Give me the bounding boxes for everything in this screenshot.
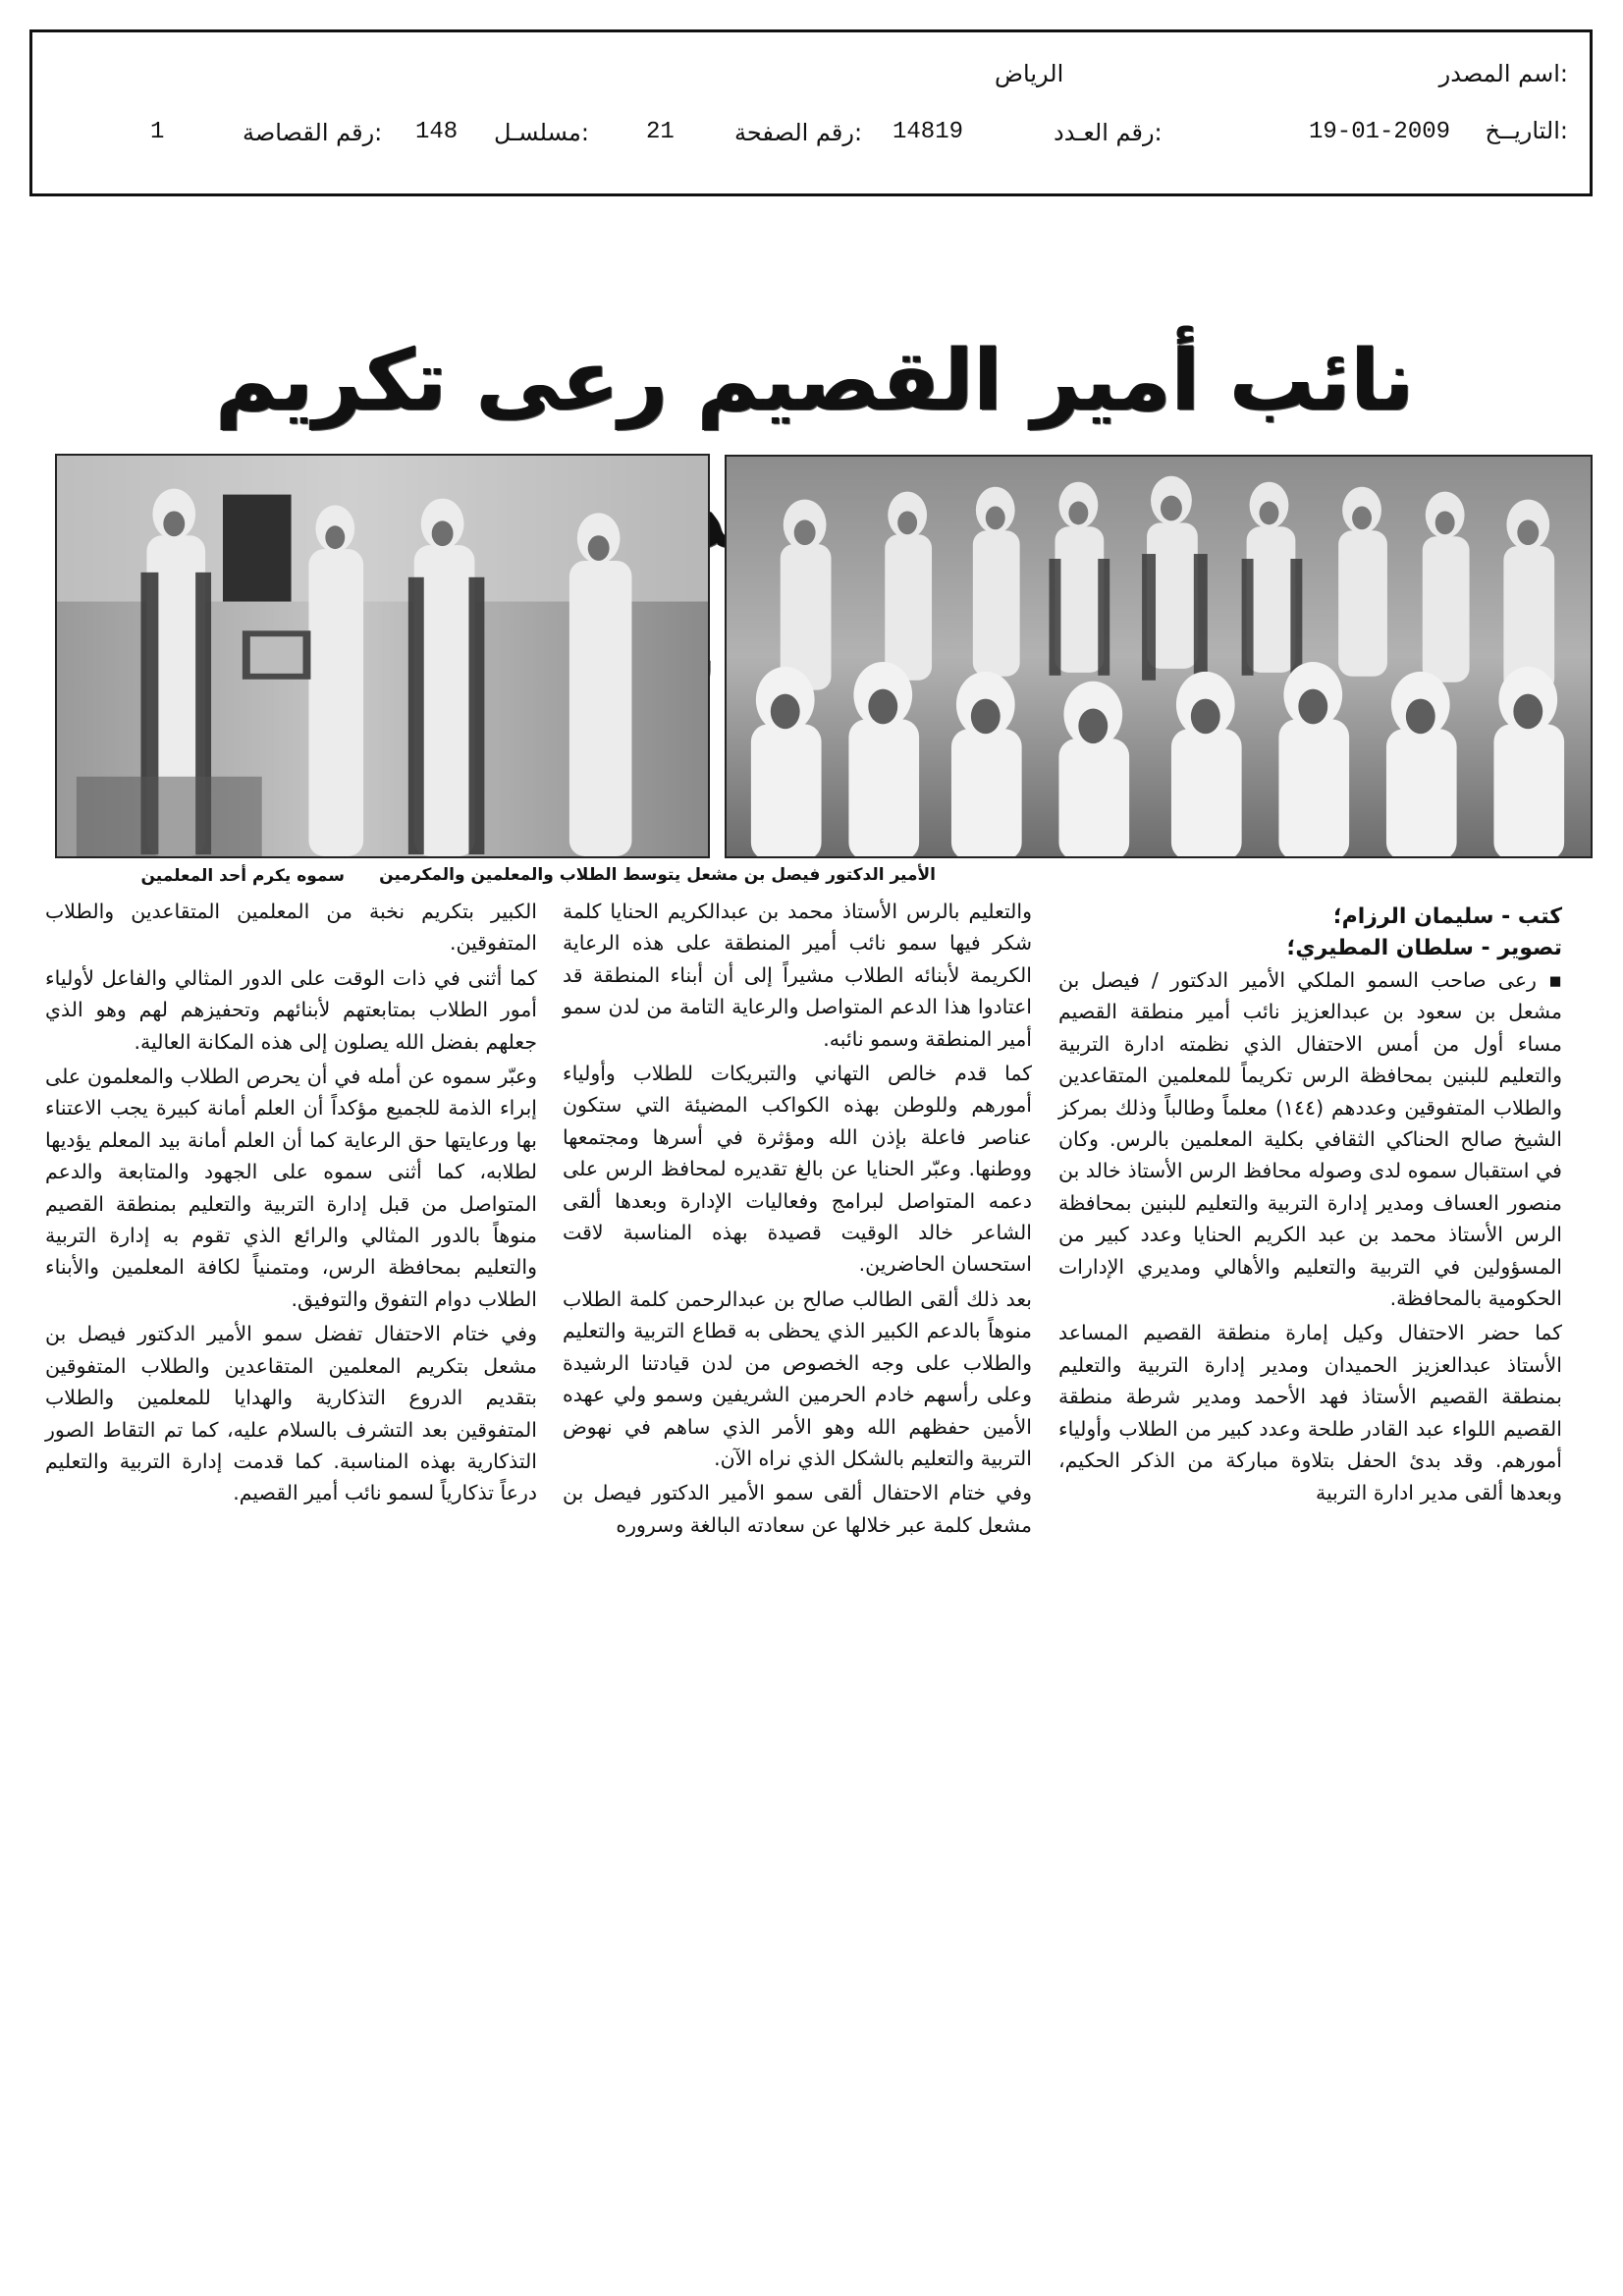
issue-label: رقم العـدد: bbox=[1054, 119, 1163, 146]
group-photo-caption: الأمير الدكتور فيصل بن مشعل يتوسط الطلاب والمعلمين والمكرمين bbox=[379, 865, 936, 885]
serial-label: مسلسـل: bbox=[494, 119, 589, 146]
page-label: رقم الصفحة: bbox=[734, 119, 863, 146]
paragraph: وفي ختام الاحتفال ألقى سمو الأمير الدكتور فيصل بن مشعل كلمة عبر خلالها عن سعادته البالغة وسروره bbox=[563, 1481, 1032, 1537]
source-label: اسم المصدر: bbox=[1438, 60, 1568, 87]
clip-label: رقم القصاصة: bbox=[243, 119, 383, 146]
serial-value: 148 bbox=[415, 119, 459, 145]
paragraph: وعبّر سموه عن أمله في أن يحرص الطلاب والمعلمون على إبراء الذمة للجميع مؤكداً أن العلم أمانة كبيرة يجب الاعتناء بها ورعايتها حق الرعاية كما أن العلم أمانة بيد المعلم يؤديها لطلابه، كما أثنى سموه على الجهود والمتابعة والدعم المتواصل من قبل إدارة التربية والتعليم بمنطقة القصيم منوهاً بالدور المثالي والرائع الذي تقوم به إدارة التربية والتعليم بمحافظة الرس، ومتمنياً لكافة المعلمين والأبناء الطلاب دوام التفوق والتوفيق. bbox=[45, 1065, 537, 1311]
source-metadata-box bbox=[29, 29, 1593, 196]
paragraph: الكبير بتكريم نخبة من المعلمين المتقاعدين والطلاب المتفوقين. bbox=[45, 900, 537, 956]
date-value: 19-01-2009 bbox=[1309, 119, 1451, 145]
clip-value: 1 bbox=[150, 119, 165, 145]
paragraph: ▪ رعى صاحب السمو الملكي الأمير الدكتور / فيصل بن مشعل بن سعود بن عبدالعزيز نائب أمير منطقة القصيم مساء أول من أمس الاحتفال الذي نظمته ادارة التربية والتعليم للبنين بمحافظة الرس تكريماً للمعلمين المتقاعدين والطلاب المتفوقين وعددهم (١٤٤) معلماً وطالباً وذلك بمركز الشيخ صالح الحناكي الثقافي بكلية المعلمين بالرس. وكان في استقبال سموه لدى وصوله محافظ الرس الأستاذ خالد بن منصور العساف ومدير إدارة التربية والتعليم للبنين بمحافظة الرس الأستاذ محمد بن عبد الكريم الحنايا وعدد كبير من المسؤولين في التربية والتعليم والأهالي ومديري الإدارات الحكومية بالمحافظة. bbox=[1058, 968, 1562, 1311]
honoring-photo-caption: سموه يكرم أحد المعلمين bbox=[140, 866, 345, 886]
page-value: 21 bbox=[646, 119, 675, 145]
article-headline: نائب أمير القصيم رعى تكريم bbox=[215, 332, 1415, 430]
paragraph: كما أثنى في ذات الوقت على الدور المثالي والفاعل لأولياء أمور الطلاب بمتابعتهم لأبنائهم وتحفيزهم لهم وهو الذي جعلهم بفضل الله يصلون إلى هذه المكانة العالية. bbox=[45, 965, 537, 1054]
byline-photographer: تصوير - سلطان المطيري؛ bbox=[1286, 936, 1562, 960]
paragraph: وفي ختام الاحتفال تفضل سمو الأمير الدكتور فيصل بن مشعل بتكريم المعلمين المتقاعدين والطلاب المتفوقين بتقديم الدروع التذكارية والهدايا للمعلمين والطلاب المتفوقين بعد التشرف بالسلام عليه، كما تم التقاط الصور التذكارية بهذه المناسبة. كما قدمت إدارة التربية والتعليم درعاً تذكارياً لسمو نائب أمير القصيم. bbox=[45, 1322, 537, 1505]
group-photo-image bbox=[727, 457, 1591, 856]
source-value: الرياض bbox=[995, 60, 1064, 87]
article-column-left bbox=[45, 896, 537, 1512]
honoring-photo-image bbox=[57, 456, 708, 856]
paragraph: كما قدم خالص التهاني والتبريكات للطلاب وأولياء أمورهم وللوطن بهذه الكواكب المضيئة التي ستكون عناصر فاعلة بإذن الله ومؤثرة في أسرها ومجتمعها ووطنها. وعبّر الحنايا عن بالغ تقديره لمحافظ الرس على دعمه المتواصل لبرامج وفعاليات الإدارة وبعدها ألقى الشاعر خالد الوقيت قصيدة بهذه المناسبة لاقت استحسان الحاضرين. bbox=[563, 1062, 1032, 1277]
paragraph: بعد ذلك ألقى الطالب صالح بن عبدالرحمن كلمة الطلاب منوهاً بالدعم الكبير الذي يحظى به قطاع التربية والتعليم والطلاب على وجه الخصوص من لدن قيادتنا الرشيدة وعلى رأسهم خادم الحرمين الشريفين وسمو ولي عهده الأمين حفظهم الله وهو الأمر الذي ساهم في نهوض التربية والتعليم بالشكل الذي نراه الآن. bbox=[563, 1286, 1032, 1470]
issue-value: 14819 bbox=[893, 119, 964, 145]
group-photo bbox=[725, 455, 1593, 858]
paragraph: والتعليم بالرس الأستاذ محمد بن عبدالكريم الحنايا كلمة شكر فيها سمو نائب أمير المنطقة على هذه الرعاية الكريمة لأبنائه الطلاب مشيراً إلى أن أبناء المنطقة قد اعتادوا هذا الدعم المتواصل والرعاية التامة من لدن سمو أمير المنطقة وسمو نائبه. bbox=[563, 900, 1032, 1051]
date-label: التاريــخ: bbox=[1485, 117, 1568, 144]
byline-writer: كتب - سليمان الرزام؛ bbox=[1332, 904, 1562, 929]
article-column-middle bbox=[563, 896, 1032, 1544]
article-column-right bbox=[1058, 902, 1562, 1511]
honoring-photo bbox=[55, 454, 710, 858]
paragraph: كما حضر الاحتفال وكيل إمارة منطقة القصيم المساعد الأستاذ عبدالعزيز الحميدان ومدير إدارة التربية والتعليم بمنطقة القصيم الأستاذ فهد الأحمد ومدير شرطة منطقة القصيم اللواء عبد القادر طلحة وعدد كبير من الطلاب وأولياء أمورهم. وقد بدئ الحفل بتلاوة مباركة من الذكر الحكيم، وبعدها ألقى مدير ادارة التربية bbox=[1058, 1321, 1562, 1504]
